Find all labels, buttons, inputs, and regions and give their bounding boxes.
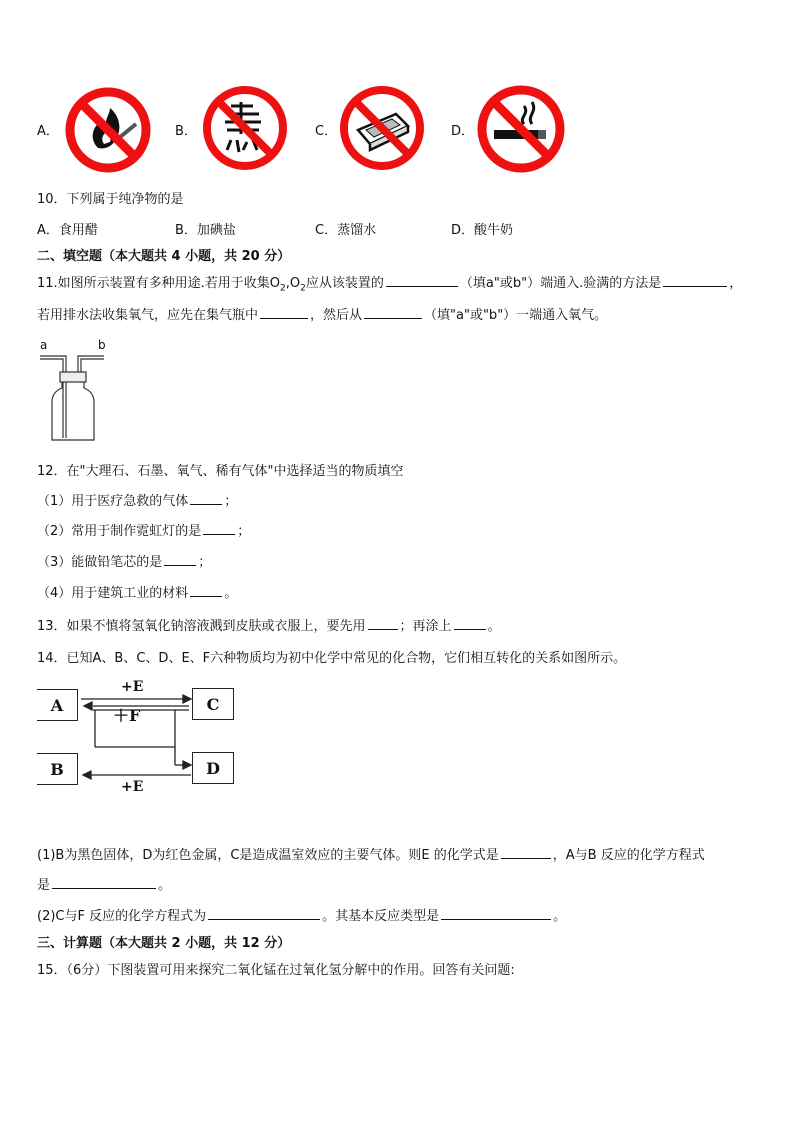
q11-text: ，	[729, 276, 743, 291]
no-stacking-icon	[201, 84, 289, 172]
q15-stem: 15．（6分）下图装置可用来探究二氧化锰在过氧化氢分解中的作用。回答有关问题:	[37, 963, 515, 978]
answer-blank[interactable]	[364, 306, 422, 319]
q11-line1	[37, 272, 742, 294]
q11-text: ,O	[285, 276, 301, 291]
q14-text: 是	[37, 878, 51, 893]
q14-text: (2)C与F 反应的化学方程式为	[37, 909, 207, 924]
q13	[37, 615, 501, 634]
q14-text: ，A与B 反应的化学方程式	[552, 848, 705, 863]
q12-item-end: ；	[224, 494, 238, 509]
q13-text: ；再涂上	[399, 619, 452, 634]
q11-text: （填a"或b"）端通入.验满的方法是	[459, 276, 662, 291]
q10-option-a: A．食用醋	[37, 223, 98, 238]
answer-blank[interactable]	[441, 907, 551, 920]
label-b: b	[98, 338, 106, 352]
node-a: A	[37, 689, 78, 721]
node-d: D	[192, 752, 234, 784]
q11-sub: 2	[280, 283, 286, 294]
label-bottom-e: +E	[121, 779, 144, 795]
q11-text: 11.如图所示装置有多种用途.若用于收集O	[37, 276, 281, 291]
answer-blank[interactable]	[190, 492, 222, 505]
q11-text: ，然后从	[310, 308, 363, 323]
q12-stem: 12．在"大理石、石墨、氧气、稀有气体"中选择适当的物质填空	[37, 464, 404, 479]
q10-option-c: C．蒸馏水	[315, 223, 377, 238]
answer-blank[interactable]	[164, 553, 196, 566]
answer-blank[interactable]	[386, 274, 458, 287]
q11-line2	[37, 304, 607, 323]
q12-item-4	[37, 582, 237, 601]
no-fire-icon	[64, 86, 152, 174]
q14-stem: 14．已知A、B、C、D、E、F六种物质均为初中化学中常见的化合物，它们相互转化的关系如图所示。	[37, 651, 627, 666]
answer-blank[interactable]	[208, 907, 320, 920]
option-b-letter: B．	[175, 124, 197, 139]
q13-text: 。	[487, 619, 501, 634]
q12-item-end: 。	[224, 586, 238, 601]
reaction-diagram	[37, 675, 237, 800]
q14-text: (1)B为黑色固体，D为红色金属，C是造成温室效应的主要气体。则E 的化学式是	[37, 848, 499, 863]
label-top-e: +E	[121, 679, 144, 695]
q12-item-end: ；	[237, 524, 251, 539]
q10-stem: 10．下列属于纯净物的是	[37, 192, 184, 207]
q12-item-end: ；	[198, 555, 212, 570]
section2-heading: 二、填空题（本大题共 4 小题，共 20 分）	[37, 249, 291, 264]
q11-text: 若用排水法收集氧气，应先在集气瓶中	[37, 308, 259, 323]
q10-option-b: B．加碘盐	[175, 223, 236, 238]
node-b: B	[37, 753, 78, 785]
q12-item-text: （2）常用于制作霓虹灯的是	[37, 524, 202, 539]
option-d-letter: D．	[451, 124, 475, 139]
answer-blank[interactable]	[368, 617, 398, 630]
q12-item-text: （4）用于建筑工业的材料	[37, 586, 189, 601]
q11-text: 应从该装置的	[305, 276, 384, 291]
q14-part1-line1	[37, 844, 705, 863]
q12-item-1	[37, 490, 237, 509]
option-a-letter: A．	[37, 124, 59, 139]
answer-blank[interactable]	[454, 617, 486, 630]
answer-blank[interactable]	[260, 306, 308, 319]
q14-text: 。其基本反应类型是	[322, 909, 440, 924]
no-matches-icon	[338, 84, 426, 172]
answer-blank[interactable]	[203, 522, 235, 535]
answer-blank[interactable]	[52, 876, 156, 889]
no-smoking-icon	[476, 84, 566, 174]
q12-item-3	[37, 551, 211, 570]
answer-blank[interactable]	[501, 846, 551, 859]
section3-heading: 三、计算题（本大题共 2 小题，共 12 分）	[37, 936, 291, 951]
option-c-letter: C．	[315, 124, 338, 139]
label-a: a	[40, 338, 48, 352]
q14-text: 。	[158, 878, 172, 893]
q11-sub: 2	[300, 283, 306, 294]
q10-option-d: D．酸牛奶	[451, 223, 514, 238]
answer-blank[interactable]	[190, 584, 222, 597]
answer-blank[interactable]	[663, 274, 727, 287]
q14-part1-line2	[37, 874, 171, 893]
q12-item-2	[37, 520, 250, 539]
q12-item-text: （1）用于医疗急救的气体	[37, 494, 189, 509]
q14-text: 。	[553, 909, 567, 924]
label-middle-f: ＋F	[113, 706, 141, 725]
q13-text: 13．如果不慎将氢氧化钠溶液溅到皮肤或衣服上，要先用	[37, 619, 366, 634]
q11-text: （填"a"或"b"）一端通入氧气。	[424, 308, 608, 323]
q12-item-text: （3）能做铅笔芯的是	[37, 555, 163, 570]
q14-part2	[37, 905, 566, 924]
node-c: C	[192, 688, 234, 720]
